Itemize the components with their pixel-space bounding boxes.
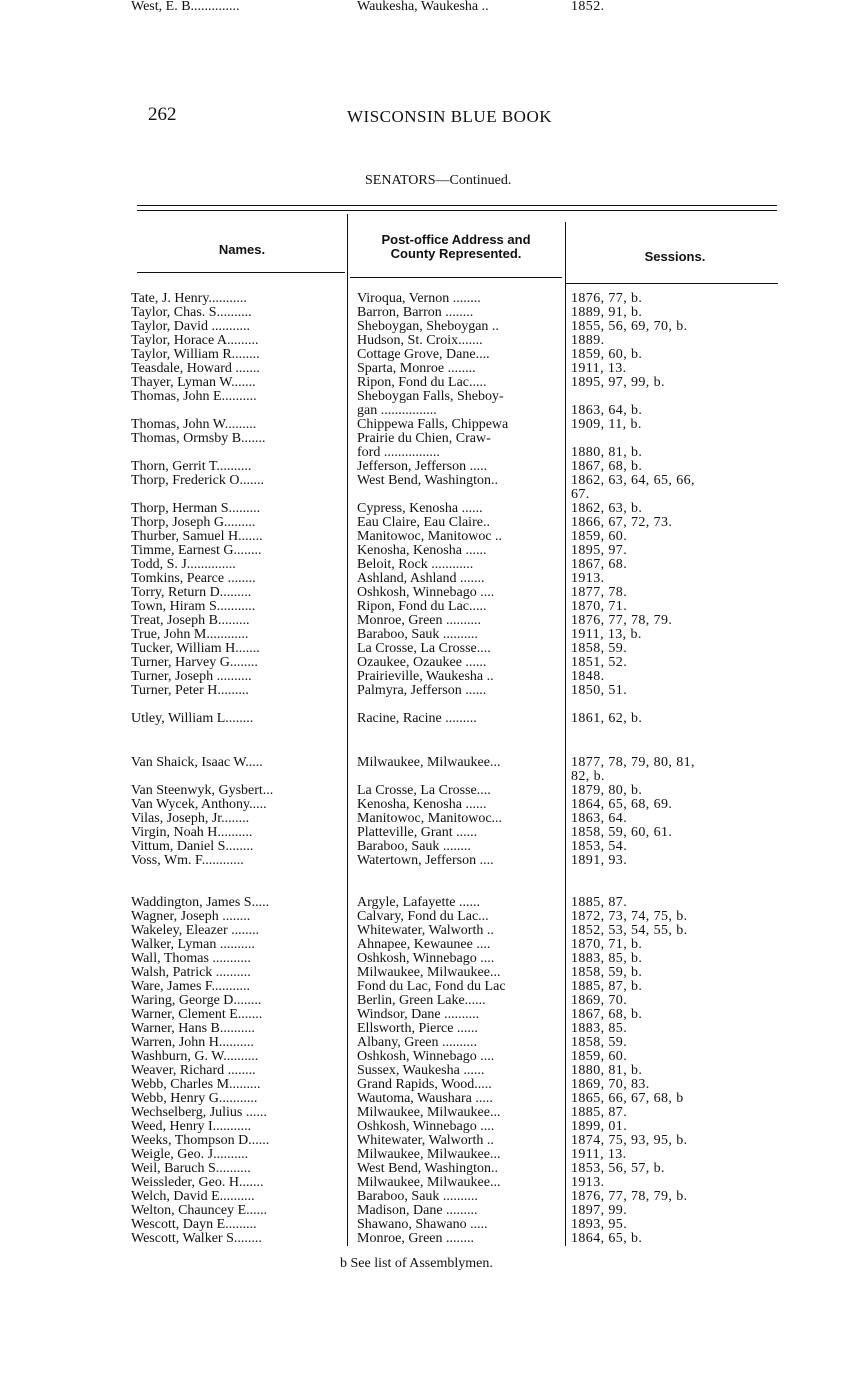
senator-address: ford ................	[357, 445, 440, 460]
senator-sessions: 1858, 59, 60, 61.	[571, 825, 673, 840]
senator-name: Taylor, William R........	[131, 347, 260, 362]
senator-sessions: 1876, 77, b.	[571, 291, 643, 306]
senator-name: Walker, Lyman ..........	[131, 937, 255, 952]
senator-address: Manitowoc, Manitowoc ..	[357, 529, 503, 544]
senator-address: Sheboygan Falls, Sheboy-	[357, 389, 504, 404]
senator-sessions: 1853, 54.	[571, 839, 628, 854]
senator-address: Barron, Barron ........	[357, 305, 474, 320]
senator-sessions: 1867, 68, b.	[571, 459, 643, 474]
senator-address: West Bend, Washington..	[357, 1161, 498, 1176]
senator-sessions: 1859, 60, b.	[571, 347, 643, 362]
senator-sessions: 1858, 59, b.	[571, 965, 643, 980]
senator-address: Windsor, Dane ..........	[357, 1007, 480, 1022]
senator-address: Madison, Dane .........	[357, 1203, 478, 1218]
senator-name: Wall, Thomas ...........	[131, 951, 251, 966]
senator-name: Ware, James F...........	[131, 979, 251, 994]
senator-address: Sussex, Waukesha ......	[357, 1063, 485, 1078]
senator-name	[131, 404, 341, 418]
senator-sessions: 1883, 85, b.	[571, 951, 643, 966]
senator-address: Sparta, Monroe ........	[357, 361, 476, 376]
senator-name: Tucker, William H.......	[131, 641, 260, 656]
senator-sessions: 1863, 64, b.	[571, 403, 643, 418]
header-address	[350, 233, 562, 261]
senator-address: Milwaukee, Milwaukee...	[357, 755, 501, 770]
senator-address: Oshkosh, Winnebago ....	[357, 1119, 495, 1134]
senator-sessions: 1911, 13.	[571, 1147, 627, 1162]
senator-name: Thorp, Joseph G.........	[131, 515, 256, 530]
senator-name: True, John M............	[131, 627, 249, 642]
senator-sessions: 1869, 70, 83.	[571, 1077, 650, 1092]
senator-address: Palmyra, Jefferson ......	[357, 683, 487, 698]
senator-address: Milwaukee, Milwaukee...	[357, 1105, 501, 1120]
senator-sessions: 1883, 85.	[571, 1021, 628, 1036]
header-address-line1: Post-office Address and	[381, 232, 531, 247]
senator-sessions: 1866, 67, 72, 73.	[571, 515, 673, 530]
senator-name: Warner, Clement E.......	[131, 1007, 263, 1022]
senator-name: Wescott, Dayn E.........	[131, 1217, 257, 1232]
senator-sessions: 1911, 13, b.	[571, 627, 642, 642]
senator-address: Prairie du Chien, Craw-	[357, 431, 491, 446]
senator-sessions	[571, 432, 761, 446]
running-head: WISCONSIN BLUE BOOK	[347, 107, 552, 126]
senator-sessions: 1870, 71, b.	[571, 937, 643, 952]
senator-name: Tate, J. Henry...........	[131, 291, 247, 306]
senator-address: Eau Claire, Eau Claire..	[357, 515, 490, 530]
senator-name: Walsh, Patrick ..........	[131, 965, 251, 980]
senator-address: Berlin, Green Lake......	[357, 993, 486, 1008]
senator-sessions: 1880, 81, b.	[571, 1063, 643, 1078]
senator-sessions: 1867, 68, b.	[571, 1007, 643, 1022]
senator-address: Waukesha, Waukesha ..	[357, 0, 489, 14]
senator-sessions: 1889, 91, b.	[571, 305, 643, 320]
senator-name: Vilas, Joseph, Jr........	[131, 811, 250, 826]
senator-address: Milwaukee, Milwaukee...	[357, 965, 501, 980]
senator-sessions: 1885, 87, b.	[571, 979, 643, 994]
senator-name: Wescott, Walker S........	[131, 1231, 262, 1246]
page-number: 262	[148, 104, 177, 125]
senator-name: Thurber, Samuel H.......	[131, 529, 263, 544]
senator-sessions: 1858, 59.	[571, 1035, 628, 1050]
senator-sessions: 1897, 99.	[571, 1203, 628, 1218]
senator-address: Argyle, Lafayette ......	[357, 895, 480, 910]
senator-name: Weigle, Geo. J..........	[131, 1147, 249, 1162]
senator-sessions: 1869, 70.	[571, 993, 628, 1008]
senator-address: Hudson, St. Croix.......	[357, 333, 483, 348]
senator-address: Shawano, Shawano .....	[357, 1217, 488, 1232]
senator-sessions: 1864, 65, 68, 69.	[571, 797, 673, 812]
senator-sessions: 1853, 56, 57, b.	[571, 1161, 665, 1176]
senator-address: West Bend, Washington..	[357, 473, 498, 488]
senator-address: Oshkosh, Winnebago ....	[357, 585, 495, 600]
senator-sessions: 1863, 64.	[571, 811, 628, 826]
table-top-rule-2	[137, 210, 777, 211]
senator-name: Waring, George D........	[131, 993, 262, 1008]
senator-name: Utley, William L........	[131, 711, 254, 726]
senator-address: gan ................	[357, 403, 437, 418]
column-divider-1	[347, 214, 348, 1246]
senator-sessions: 1858, 59.	[571, 641, 628, 656]
senator-name: Weaver, Richard ........	[131, 1063, 256, 1078]
senator-name: Welch, David E..........	[131, 1189, 255, 1204]
address-header-rule	[350, 277, 562, 278]
senator-name: Weeks, Thompson D......	[131, 1133, 270, 1148]
senator-name: Taylor, David ...........	[131, 319, 250, 334]
senator-name: Town, Hiram S...........	[131, 599, 256, 614]
senator-name: Warren, John H..........	[131, 1035, 254, 1050]
senator-address: Ozaukee, Ozaukee ......	[357, 655, 487, 670]
senator-sessions: 1876, 77, 78, 79, b.	[571, 1189, 688, 1204]
senator-name: Torry, Return D.........	[131, 585, 252, 600]
senator-address: Grand Rapids, Wood.....	[357, 1077, 492, 1092]
senator-name: West, E. B..............	[131, 0, 240, 14]
senator-address: La Crosse, La Crosse....	[357, 641, 491, 656]
senator-sessions: 1874, 75, 93, 95, b.	[571, 1133, 688, 1148]
senator-name: Teasdale, Howard .......	[131, 361, 260, 376]
senator-sessions: 1862, 63, b.	[571, 501, 643, 516]
senator-address: Ellsworth, Pierce ......	[357, 1021, 478, 1036]
names-header-rule	[137, 272, 345, 273]
senator-name: Warner, Hans B..........	[131, 1021, 255, 1036]
senator-name: Webb, Charles M.........	[131, 1077, 261, 1092]
senator-address: Ashland, Ashland .......	[357, 571, 485, 586]
table-top-rule	[137, 205, 777, 206]
senator-sessions: 1885, 87.	[571, 895, 628, 910]
senator-name: Welton, Chauncey E......	[131, 1203, 268, 1218]
senator-name: Virgin, Noah H..........	[131, 825, 253, 840]
senator-sessions: 1895, 97.	[571, 543, 628, 558]
senator-address: Kenosha, Kenosha ......	[357, 543, 487, 558]
senator-name: Van Shaick, Isaac W.....	[131, 755, 263, 770]
header-sessions: Sessions.	[644, 249, 706, 264]
senator-sessions: 1913.	[571, 1175, 605, 1190]
senator-address: Cottage Grove, Dane....	[357, 347, 490, 362]
senator-sessions: 67.	[571, 487, 590, 502]
senator-sessions: 1877, 78, 79, 80, 81,	[571, 755, 695, 770]
senator-address: Fond du Lac, Fond du Lac	[357, 979, 506, 994]
senator-address: Ripon, Fond du Lac.....	[357, 599, 487, 614]
senator-sessions: 1852, 53, 54, 55, b.	[571, 923, 688, 938]
senator-sessions: 1855, 56, 69, 70, b.	[571, 319, 688, 334]
senator-sessions	[571, 390, 761, 404]
section-title: SENATORS—Continued.	[365, 173, 512, 188]
senator-address: Beloit, Rock ............	[357, 557, 474, 572]
footnote: b See list of Assemblymen.	[340, 1256, 493, 1271]
senator-name: Todd, S. J..............	[131, 557, 236, 572]
senator-address: Chippewa Falls, Chippewa	[357, 417, 509, 432]
senator-sessions: 1909, 11, b.	[571, 417, 642, 432]
senator-address: Oshkosh, Winnebago ....	[357, 951, 495, 966]
senator-sessions: 1891, 93.	[571, 853, 628, 868]
senator-name: Wakeley, Eleazer ........	[131, 923, 260, 938]
senator-name: Weissleder, Geo. H.......	[131, 1175, 264, 1190]
senator-sessions: 1862, 63, 64, 65, 66,	[571, 473, 695, 488]
senator-name: Webb, Henry G...........	[131, 1091, 258, 1106]
senator-address: Baraboo, Sauk ........	[357, 839, 471, 854]
senator-sessions: 1867, 68.	[571, 557, 628, 572]
senator-address: Ahnapee, Kewaunee ....	[357, 937, 491, 952]
senator-name: Thorp, Herman S.........	[131, 501, 261, 516]
senator-name: Turner, Harvey G........	[131, 655, 258, 670]
senator-name: Thayer, Lyman W.......	[131, 375, 256, 390]
senator-address: Racine, Racine .........	[357, 711, 477, 726]
senator-name: Treat, Joseph B.........	[131, 613, 250, 628]
senator-sessions: 1876, 77, 78, 79.	[571, 613, 673, 628]
senator-sessions: 1899, 01.	[571, 1119, 628, 1134]
senator-sessions: 1852.	[571, 0, 605, 14]
senator-sessions: 1877, 78.	[571, 585, 628, 600]
senator-name: Thomas, Ormsby B.......	[131, 431, 266, 446]
senator-address: Monroe, Green ..........	[357, 613, 482, 628]
senator-address: Ripon, Fond du Lac.....	[357, 375, 487, 390]
senator-name: Turner, Peter H.........	[131, 683, 249, 698]
senator-name: Weil, Baruch S..........	[131, 1161, 251, 1176]
senator-sessions: 1870, 71.	[571, 599, 628, 614]
senator-sessions: 1859, 60.	[571, 529, 628, 544]
senator-sessions: 82, b.	[571, 769, 605, 784]
senator-sessions: 1865, 66, 67, 68, b	[571, 1091, 684, 1106]
senator-name: Voss, Wm. F............	[131, 853, 244, 868]
senator-address: Milwaukee, Milwaukee...	[357, 1147, 501, 1162]
senator-name	[131, 770, 341, 784]
senator-address: Baraboo, Sauk ..........	[357, 627, 478, 642]
senator-sessions: 1864, 65, b.	[571, 1231, 643, 1246]
senator-sessions: 1895, 97, 99, b.	[571, 375, 665, 390]
senator-sessions: 1861, 62, b.	[571, 711, 643, 726]
senator-sessions: 1893, 95.	[571, 1217, 628, 1232]
senator-name	[131, 446, 341, 460]
senator-address: Platteville, Grant ......	[357, 825, 478, 840]
senator-address	[357, 770, 559, 784]
senator-sessions: 1859, 60.	[571, 1049, 628, 1064]
senator-address: Albany, Green ..........	[357, 1035, 478, 1050]
header-names: Names.	[218, 242, 266, 257]
senator-name	[131, 488, 341, 502]
senator-sessions: 1879, 80, b.	[571, 783, 643, 798]
senator-name: Timme, Earnest G........	[131, 543, 262, 558]
senator-sessions: 1872, 73, 74, 75, b.	[571, 909, 688, 924]
senator-sessions: 1851, 52.	[571, 655, 628, 670]
senator-name: Thomas, John W.........	[131, 417, 257, 432]
senator-name: Washburn, G. W..........	[131, 1049, 259, 1064]
senator-name: Taylor, Chas. S..........	[131, 305, 252, 320]
senator-sessions: 1885, 87.	[571, 1105, 628, 1120]
senator-address: La Crosse, La Crosse....	[357, 783, 491, 798]
senator-address: Monroe, Green ........	[357, 1231, 475, 1246]
senator-address: Calvary, Fond du Lac...	[357, 909, 489, 924]
senator-name: Thomas, John E..........	[131, 389, 257, 404]
senator-sessions: 1889.	[571, 333, 605, 348]
header-address-line2: County Represented.	[390, 246, 522, 261]
senator-address: Wautoma, Waushara .....	[357, 1091, 493, 1106]
senator-address: Cypress, Kenosha ......	[357, 501, 483, 516]
senator-sessions: 1913.	[571, 571, 605, 586]
senator-address: Prairieville, Waukesha ..	[357, 669, 494, 684]
senator-name: Tomkins, Pearce ........	[131, 571, 256, 586]
senator-sessions: 1848.	[571, 669, 605, 684]
senator-sessions: 1911, 13.	[571, 361, 627, 376]
senator-address	[357, 488, 559, 502]
senator-name: Thorp, Frederick O.......	[131, 473, 264, 488]
sessions-header-rule	[566, 283, 778, 284]
senator-name: Van Steenwyk, Gysbert...	[131, 783, 274, 798]
senator-name: Van Wycek, Anthony.....	[131, 797, 267, 812]
senator-address: Sheboygan, Sheboygan ..	[357, 319, 499, 334]
senator-sessions: 1850, 51.	[571, 683, 628, 698]
senator-name: Waddington, James S.....	[131, 895, 270, 910]
senator-name: Taylor, Horace A.........	[131, 333, 259, 348]
senator-address: Manitowoc, Manitowoc...	[357, 811, 503, 826]
senator-address: Whitewater, Walworth ..	[357, 1133, 494, 1148]
senator-name: Weed, Henry I...........	[131, 1119, 252, 1134]
senator-name: Thorn, Gerrit T..........	[131, 459, 252, 474]
senator-address: Watertown, Jefferson ....	[357, 853, 494, 868]
senator-address: Viroqua, Vernon ........	[357, 291, 481, 306]
senator-address: Kenosha, Kenosha ......	[357, 797, 487, 812]
senator-address: Oshkosh, Winnebago ....	[357, 1049, 495, 1064]
senator-address: Milwaukee, Milwaukee...	[357, 1175, 501, 1190]
senator-name: Wechselberg, Julius ......	[131, 1105, 267, 1120]
senator-name: Vittum, Daniel S........	[131, 839, 254, 854]
senator-sessions: 1880, 81, b.	[571, 445, 643, 460]
senator-address: Whitewater, Walworth ..	[357, 923, 494, 938]
senator-address: Jefferson, Jefferson .....	[357, 459, 488, 474]
senator-name: Turner, Joseph ..........	[131, 669, 252, 684]
column-divider-2	[565, 222, 566, 1246]
senator-name: Wagner, Joseph ........	[131, 909, 251, 924]
senator-address: Baraboo, Sauk ..........	[357, 1189, 478, 1204]
